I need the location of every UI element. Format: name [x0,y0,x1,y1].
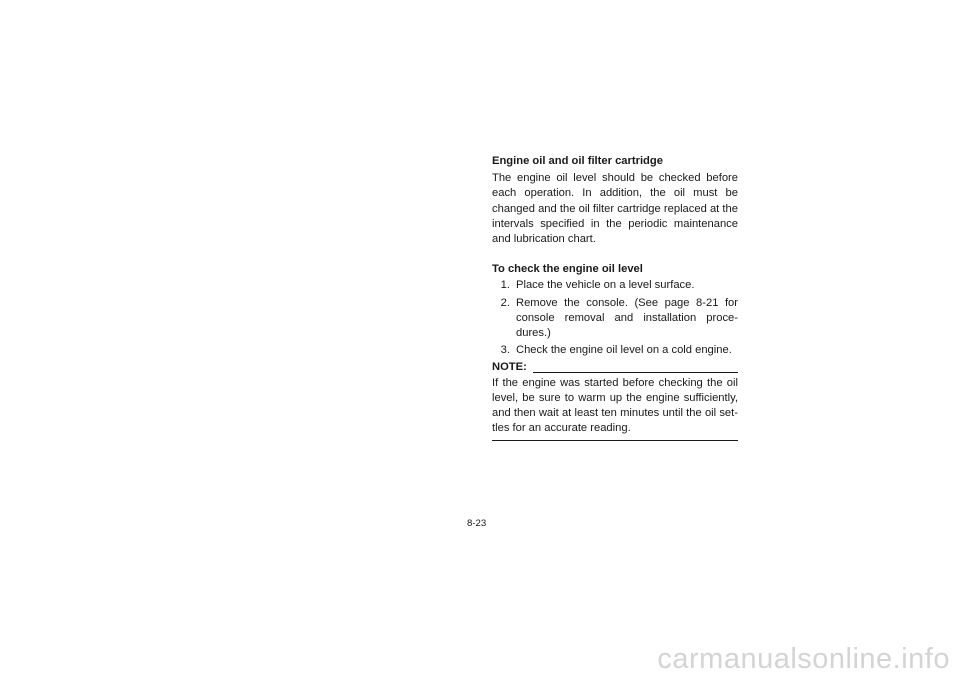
procedure-title: To check the engine oil level [492,263,643,276]
note-bottom-rule [492,439,738,441]
step-item [492,296,738,342]
step-text: Check the engine oil level on a cold engine. [516,344,732,357]
step-number: 2. [500,296,510,309]
content-column [492,154,738,441]
procedure-steps [492,278,738,358]
page-number: 8-23 [467,518,487,529]
step-text: Remove the console. (See page 8-21 for console removal and installation proce-dures.) [516,296,738,340]
step-number: 3. [500,344,510,357]
step-number: 1. [500,279,510,292]
note-body: If the engine was started before checking the oil level, be sure to warm up the engine sufficiently, and then wait at least ten minutes until the oil set-tles for an accurate reading. [492,376,738,435]
section-intro: The engine oil level should be checked before each operation. In addition, the oil must be changed and the oil filter cartridge replaced at the intervals specified in the periodic maintenance and lubrication chart. [492,172,738,246]
note-label: NOTE: [492,361,527,374]
watermark-text: carmanualsonline.info [657,643,950,675]
step-text: Place the vehicle on a level surface. [516,279,695,292]
section-title: Engine oil and oil filter cartridge [492,155,663,167]
step-item [492,343,738,358]
note-header [492,360,738,375]
note-top-rule [533,371,738,373]
step-item [492,278,738,293]
